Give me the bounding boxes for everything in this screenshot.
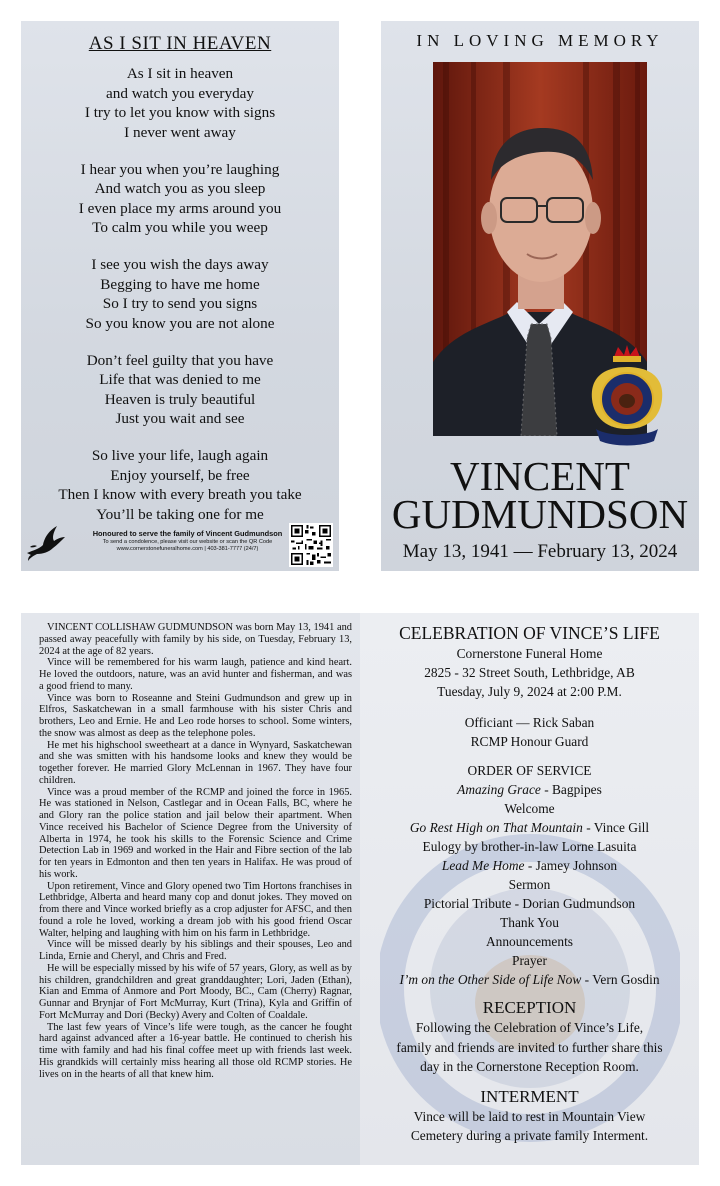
service-title: CELEBRATION OF VINCE’S LIFE [399,623,660,643]
footer-line: To send a condolence, please visit our website or scan the QR Code [102,539,273,545]
obituary-paragraph: Vince will be remembered for his warm laugh, patience and kind heart. He loved the outdoors, nature, was an avid hunter and fisherman, and was a good friend to many. [39,657,352,692]
order-item: Go Rest High on That Mountain - Vince Gill [409,820,650,835]
obituary-paragraph: VINCENT COLLISHAW GUDMUNDSON was born May 13, 1941 and passed away peacefully with family by his side, on Tuesday, February 13, 2024 at the age of 82 years. [39,622,352,657]
order-item: Amazing Grace - Bagpipes [457,782,602,797]
officiant: Officiant — Rick Saban [464,715,595,730]
first-name: VINCENT [450,453,630,499]
reception-line: family and friends are invited to further share this [396,1039,663,1055]
service-panel [360,613,699,1165]
poem-title: AS I SIT IN HEAVEN [88,33,272,54]
funeral-home-footer [21,521,339,571]
order-item: I’m on the Other Side of Life Now - Vern Gosdin [399,972,660,987]
rcmp-crest-icon [584,343,670,449]
interment-line: Cemetery during a private family Interment. [410,1128,649,1143]
poem-line: Just you wait and see [115,410,245,427]
poem-panel [21,21,339,571]
order-item: Eulogy by brother-in-law Lorne Lasuita [422,839,637,854]
poem-line: and watch you everyday [105,84,255,102]
poem-line: I never went away [124,123,236,141]
obituary-paragraph: Vince was a proud member of the RCMP and joined the force in 1965. He was stationed in Nelson, Castlegar and in Ocean Falls, BC, where he and Glory ran the police station and jail below their apartment. When Vince received his Bachelor of Science Degree from the University of Alberta in 1974, he took his skills to the Forensic Science and Crime Detection Lab in 1969 and worked in the Hair and Fibre section of the lab for ten years in Edmonton and then ten years in Halifax. He was proud of his work. [39,786,352,880]
obituary-panel [21,613,360,1165]
obituary-text [39,622,352,1080]
service-datetime: Tuesday, July 9, 2024 at 2:00 P.M. [437,684,622,699]
order-item: Thank You [500,915,559,930]
last-name: GUDMUNDSON [391,491,689,537]
poem-line: I hear you when you’re laughing [80,160,280,178]
reception-line: Following the Celebration of Vince’s Life, [415,1020,644,1035]
poem-line: You’ll be taking one for me [96,505,264,523]
interment-line: Vince will be laid to rest in Mountain View [413,1108,646,1124]
order-item: Sermon [508,877,551,892]
footer-line: Honoured to serve the family of Vincent Gudmundson [92,529,283,538]
poem-line: And watch you as you sleep [94,180,266,197]
obituary-paragraph: He met his highschool sweetheart at a dance in Wynyard, Saskatchewan and she was smitten with his handsome looks and knew they would be together forever. He married Glory McLennan in 1967. They have four children. [39,739,352,786]
poem-stanza [21,64,339,142]
poem-line: I try to let you know with signs [84,104,276,121]
footer-text [71,529,304,552]
service-venue: Cornerstone Funeral Home [456,646,603,661]
poem-line: Then I know with every breath you take [58,486,302,503]
dove-icon [24,523,68,563]
poem-line: Don’t feel guilty that you have [86,351,274,369]
poem-line: I see you wish the days away [91,256,269,273]
poem-stanza [21,160,339,238]
order-item: Pictorial Tribute - Dorian Gudmundson [423,896,636,911]
footer-line: www.cornerstonefuneralhome.com | 403-381-7777 (24/7) [116,546,259,552]
order-item: Prayer [512,953,547,968]
service-details [360,613,699,1146]
order-item: Welcome [504,801,555,816]
obituary-paragraph: Vince was born to Roseanne and Steini Gudmundson and grew up in Elfros, Saskatchewan in a small farmhouse with his sister Chris and brothers, Leo and Ernie. He and Leo rode horses to school. Some winters, the snow was almost as deep as the telephone poles. [39,692,352,739]
reception-line: day in the Cornerstone Reception Room. [420,1059,639,1074]
poem-line: As I sit in heaven [126,65,234,82]
order-item: Announcements [485,934,574,949]
cover-panel [381,21,699,571]
poem-line: So you know you are not alone [85,314,275,332]
obituary-paragraph: He will be especially missed by his wife of 57 years, Glory, as well as by his children, grandchildren and great granddaughter; Lori, Jaden (Ethan), Kian and Emma of Anmore and Port Moody, BC., Cam (Cherry) Ragnar, Gunnar and Brynjar of Fort McMurray, Kurt (Trina), Kyla and Griffin of Fort McMurray and Dori (Becky) Avery and Colten of Coaldale. [39,962,352,1021]
obituary-paragraph: Vince will be missed dearly by his siblings and their spouses, Leo and Linda, Ernie and Cheryl, and Chris and Fred. [39,939,352,962]
poem-line: So I try to send you signs [102,295,258,312]
poem-body [21,64,339,542]
poem-line: So live your life, laugh again [91,447,269,464]
deceased-name [381,453,699,537]
order-of-service-heading: ORDER OF SERVICE [467,763,592,778]
poem-line: Life that was denied to me [99,371,261,388]
poem-line: Heaven is truly beautiful [104,390,256,408]
poem-line: I even place my arms around you [78,199,282,217]
order-item: Lead Me Home - Jamey Johnson [441,858,618,873]
poem-stanza [21,255,339,333]
interment-heading: INTERMENT [480,1086,579,1106]
obituary-paragraph: The last few years of Vince’s life were tough, as the cancer he fought hard against advanced after a 16-year battle. He continued to cherish his time with family and had his final coffee meet up with friends last week. His grandkids will certainly miss hearing all those old RCMP stories. He lives on in the hearts of all that knew him. [39,1021,352,1080]
qr-code[interactable] [289,523,333,567]
poem-line: To calm you while you weep [92,219,268,236]
life-dates: May 13, 1941 — February 13, 2024 [402,541,678,562]
poem-stanza [21,351,339,429]
poem-line: Begging to have me home [100,275,260,293]
obituary-paragraph: Upon retirement, Vince and Glory opened two Tim Hortons franchises in Lethbridge, Alberta and heard many cop and donut jokes. They moved on from there and Vince worked briefly as a crop adjuster for AFSC, and then found a role he loved, working a dream job with his good friend Oscar Walter, helping and laughing with him on his farm in Lethbridge. [39,880,352,939]
in-loving-memory-heading: IN LOVING MEMORY [416,31,664,50]
poem-stanza [21,446,339,524]
poem-line: Enjoy yourself, be free [110,466,250,484]
reception-heading: RECEPTION [482,998,577,1017]
service-address: 2825 - 32 Street South, Lethbridge, AB [424,665,635,680]
honour-guard: RCMP Honour Guard [470,734,589,749]
